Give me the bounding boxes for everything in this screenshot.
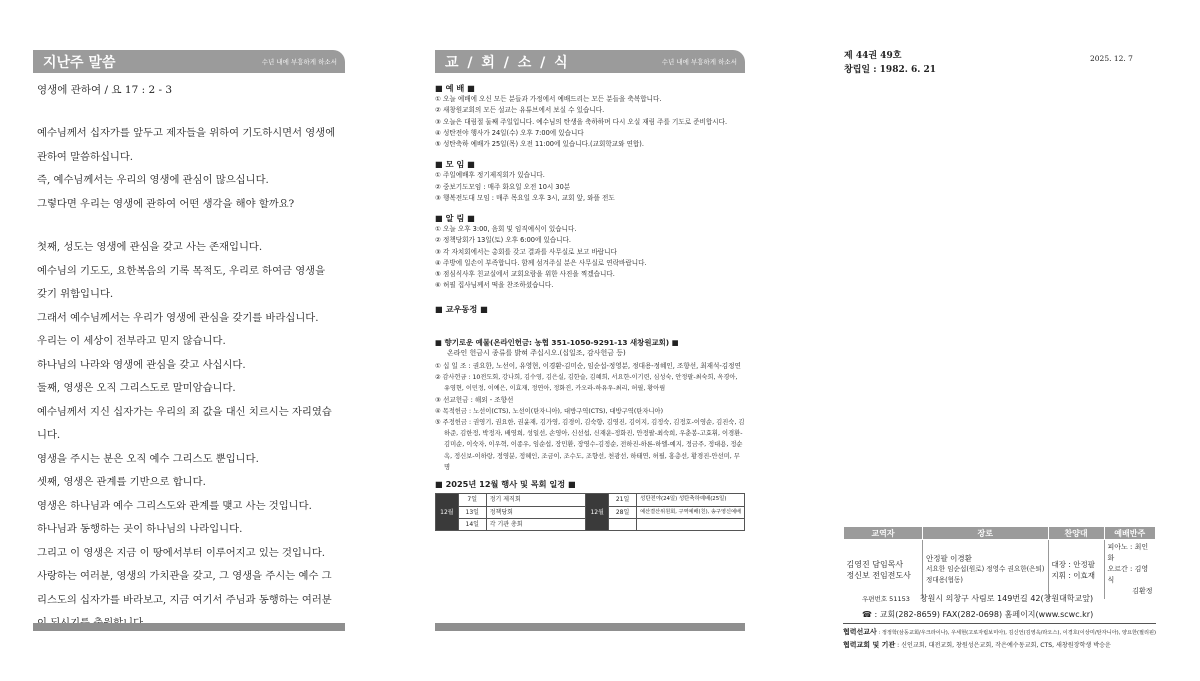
news-item: ② 중보기도모임 : 매주 화요일 오전 10시 30분 <box>435 182 571 191</box>
partners-label: 협력교회 및 기관 <box>843 641 896 649</box>
news-item: ② 새창원교회의 모든 설교는 유튜브에서 보실 수 있습니다. <box>435 106 605 115</box>
news-item: ① 오늘 예배에 오신 모든 분들과 가정에서 예배드리는 모든 분들을 축복합니다. <box>435 95 662 104</box>
offering-item: ④ 목적헌금 : 노선이(CTS), 노선이(탄자니아), 대방구역(CTS), 대방구역(탄자니아) <box>435 407 664 415</box>
meeting-heading: ■ 모 임 ■ <box>435 159 475 170</box>
sermon-line: 하나님의 나라와 영생에 관심을 갖고 사십시다. <box>37 358 246 371</box>
partners-line <box>843 640 1111 650</box>
sermon-line: 그리고 이 영생은 지금 이 땅에서부터 이루어지고 있는 것입니다. <box>37 546 326 559</box>
news-item: ⑤ 성탄축하 예배가 25일(목) 오전 11:00에 있습니다.(교회학교와 연합). <box>435 140 644 149</box>
sermon-line: 영생을 주시는 분은 오직 예수 그리스도 뿐입니다. <box>37 452 259 465</box>
sermon-line: 셋째, 영생은 관계를 기반으로 합니다. <box>37 476 206 488</box>
staff-header-accompanist: 예배반주 <box>1104 527 1156 540</box>
schedule-month: 12월 <box>436 494 459 531</box>
staff-elders: 안정팔 이경환 서요한 임순섭(원로) 정영수 권요한(은퇴) 정대용(협동) <box>923 540 1049 600</box>
sermon-line: 리스도의 십자가를 바라보고, 지금 여기서 주님과 동행하는 여러분 <box>37 593 332 606</box>
contact-info: ☎ : 교회(282-8659) FAX(282-0698) 홈페이지(www.scwc.kr) <box>862 610 1094 619</box>
staff-header-choir: 찬양대 <box>1048 527 1104 540</box>
sermon-line: 갖기 위함입니다. <box>37 288 114 300</box>
notice-heading: ■ 알 림 ■ <box>435 213 475 224</box>
zip-code: 우편번호 51153 <box>862 595 910 603</box>
news-item: ③ 행복전도대 모임 : 매주 목요일 오후 3시, 교회 앞, 와플 전도 <box>435 193 615 202</box>
schedule-title: ■ 2025년 12월 행사 및 목회 일정 ■ <box>435 479 576 490</box>
sermon-line: 예수님께서 십자가를 앞두고 제자들을 위하여 기도하시면서 영생에 <box>37 127 336 139</box>
staff-table <box>843 526 1156 599</box>
schedule-event <box>637 518 745 530</box>
offering-item: ② 감사헌금 : 10전도회, 강나희, 김수영, 김은실, 김한슬, 김혜희, 서요한-이기련, 심성숙, 안정팔-최숙희, 옥경아, 유영현, 이민정, 이예은, 이효재, 정연아, 정화진, 카오라-하유우-최리, 허필, 황아림 <box>435 374 738 393</box>
sermon-line: 관하여 말씀하십니다. <box>37 150 134 163</box>
missionaries-label: 협력선교사 <box>843 628 877 636</box>
church-address <box>862 591 1093 622</box>
staff-accompanist: 피아노 : 최인화 오르간 : 김영식 김환정 <box>1107 543 1153 595</box>
schedule-table <box>435 493 745 531</box>
staff-choir: 대장 : 안정팔 지휘 : 이효재 <box>1048 540 1104 600</box>
news-item: ③ 각 자치회에서는 총회를 갖고 결과를 사무실로 보고 바랍니다 <box>435 247 617 256</box>
schedule-event: 성탄전야(24일) 성탄축하예배(25일) <box>637 494 745 506</box>
schedule-row <box>436 494 745 506</box>
offering-note: 온라인 헌금시 종류를 밝혀 주십시오.(십일조, 감사헌금 등) <box>447 348 626 357</box>
news-item: ① 주일예배후 정기제직회가 있습니다. <box>435 171 545 180</box>
sermon-line: 예수님께서 지신 십자가는 우리의 죄 값을 대신 치르시는 자리였습 <box>37 405 332 418</box>
bulletin-date: 2025. 12. 7 <box>1090 54 1133 63</box>
partners-list: : 신인교회, 대전교회, 창원성은교회, 작은예수동교회, CTS, 새창원장학생 박승운 <box>895 642 1111 649</box>
left-footer-bar <box>33 623 345 631</box>
issue-info <box>844 49 936 77</box>
street-address: 창원시 의창구 사림로 149번길 42(창원대학교앞) <box>919 594 1094 603</box>
sermon-body <box>37 122 342 636</box>
sermon-line: 사랑하는 여러분, 영생의 가치관을 갖고, 그 영생을 주시는 예수 그 <box>37 570 332 582</box>
offering-item: ③ 선교헌금 : 해외 - 조향선 <box>435 395 514 404</box>
volume-number: 제 44권 49호 <box>844 51 902 61</box>
news-header <box>435 50 745 73</box>
schedule-event: 정책당회 <box>486 506 586 518</box>
staff-header-elders: 장로 <box>923 527 1049 540</box>
church-news <box>435 80 745 531</box>
member-news-heading: ■ 교우동정 ■ <box>435 304 488 315</box>
news-item: ③ 오늘은 대림절 둘째 주일입니다. 예수님의 탄생을 축하하며 다시 오실 재림 주를 기도로 준비합시다. <box>435 117 728 126</box>
founded-date: 창립일 : 1982. 6. 21 <box>844 65 937 75</box>
sermon-line: 우리는 이 세상이 전부라고 믿지 않습니다. <box>37 335 226 347</box>
schedule-day: 7일 <box>458 494 486 506</box>
schedule-event: 각 기관 총회 <box>486 518 586 530</box>
sermon-section-title: 지난주 말씀 <box>43 55 116 71</box>
news-item: ④ 주방에 일손이 부족합니다. 함께 섬겨주실 분은 사무실로 연락바랍니다. <box>435 258 647 267</box>
middle-footer-bar <box>435 623 745 631</box>
schedule-day <box>609 518 637 530</box>
sermon-line: 둘째, 영생은 오직 그리스도로 말미암습니다. <box>37 382 236 394</box>
sermon-header <box>33 50 345 73</box>
offering-heading: ■ 향기로운 예물(온라인헌금: 농협 351-1050-9291-13 새창원교회) ■ <box>435 337 679 347</box>
sermon-line: 니다. <box>37 429 61 441</box>
news-item: ⑤ 점심식사후 친교실에서 교회요람을 위한 사진을 찍겠습니다. <box>435 270 615 279</box>
news-item: ④ 성탄전야 행사가 24일(수) 오후 7:00에 있습니다 <box>435 128 584 137</box>
news-item: ① 오늘 오후 3:00, 음회 및 임직예식이 있습니다. <box>435 225 577 234</box>
schedule-day: 14일 <box>458 518 486 530</box>
schedule-day: 13일 <box>458 506 486 518</box>
sermon-line: 그렇다면 우리는 영생에 관하여 어떤 생각을 해야 할까요? <box>37 197 295 210</box>
staff-pastors: 김영진 담임목사 정신보 전임전도사 <box>844 540 923 600</box>
sermon-line: 즉, 예수님께서는 우리의 영생에 관심이 많으십니다. <box>37 174 269 186</box>
offering-item: ⑤ 주정헌금 : 권영기, 권요한, 권윤재, 김가영, 김경이, 김숙향, 김영진, 김이지, 김정숙, 김정호-이영순, 김진숙, 김하준, 김한정, 박정자, 배영희, 성일선, 손영아, 신선섭, 신재운-정화진, 안정팔-최숙희, 우춘봉-고효휘, 이경환-김미순, 이숙자, 이우혁, 이종우, 임순섭, 장민환, 장영수-김정순, 전하진-하론-하엘-예지, 정금주, 정대용, 정순옥, 정신보-이하랑, 정영분, 정혜인, 조금이, 조수도, 조향선, 천광선, 하태연, 허필, 홍층선, 황경진-안선미, 무명 <box>435 419 745 471</box>
missionaries-line <box>843 627 1156 637</box>
offering-item: ① 십 일 조 : 권요한, 노선이, 유영현, 이경환-김미순, 임순섭-정영분, 정대용-정혜인, 조향선, 최재석-김정연 <box>435 362 741 371</box>
worship-heading: ■ 예 배 ■ <box>435 83 475 93</box>
sermon-line: 첫째, 성도는 영생에 관심을 갖고 사는 존재입니다. <box>37 241 263 253</box>
news-item: ⑥ 허필 집사님께서 떡을 찬조하셨습니다. <box>435 281 554 290</box>
schedule-event: 정기 제직회 <box>486 494 586 506</box>
sermon-line: 하나님과 동행하는 곳이 하나님의 나라입니다. <box>37 523 243 535</box>
sermon-motto: 수년 내에 부흥하게 하소서 <box>261 58 337 66</box>
staff-header-pastors: 교역자 <box>844 527 923 540</box>
footer-divider <box>843 623 1156 624</box>
sermon-reference: 영생에 관하여 / 요 17 : 2 - 3 <box>37 84 173 96</box>
schedule-event: 예산결산위원회, 구역예배(친), 송구영신예배 <box>637 506 745 518</box>
schedule-day: 21일 <box>609 494 637 506</box>
schedule-month: 12월 <box>586 494 609 531</box>
schedule-day: 28일 <box>609 506 637 518</box>
news-item: ② 정책당회가 13일(토) 오후 6:00에 있습니다. <box>435 236 572 245</box>
news-section-title: 교 / 회 / 소 / 식 <box>445 55 570 71</box>
sermon-line: 예수님의 기도도, 요한복음의 기록 목적도, 우리로 하여금 영생을 <box>37 264 326 277</box>
sermon-line: 그래서 예수님께서는 우리가 영생에 관심을 갖기를 바라십니다. <box>37 311 319 324</box>
news-motto: 수년 내에 부흥하게 하소서 <box>661 58 737 66</box>
missionaries-list: : 정정학(삼동교회/우크라이나), 우세현(고로자립보미아), 김신언(김영옥/라오스), 이경호(이상미/탄자니아), 양요한(필리핀) <box>876 630 1157 636</box>
sermon-line: 영생은 하나님과 예수 그리스도와 관계를 맺고 사는 것입니다. <box>37 499 312 512</box>
